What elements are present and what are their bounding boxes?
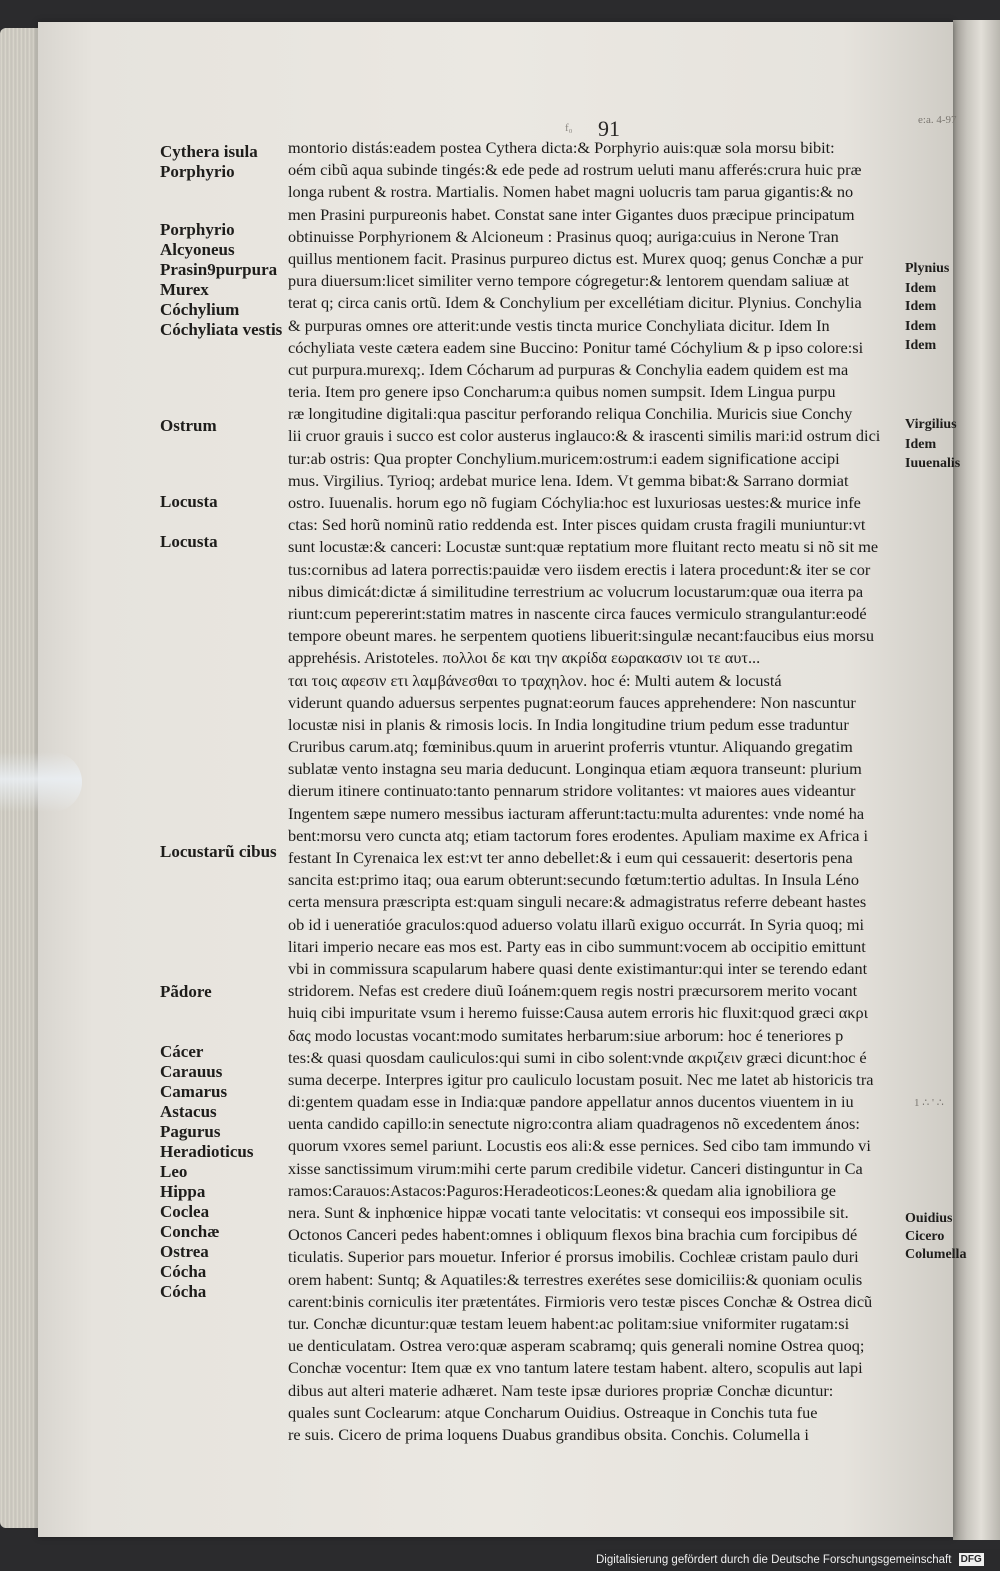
margin-note: Coclea bbox=[160, 1202, 210, 1221]
text-line: litari imperio necare eas mos est. Party eas in cibo summunt:vocem ab occipitio emittunt bbox=[288, 936, 866, 956]
text-line: Conchæ vocentur: Item quæ ex vno tantum latere testam habent. altero, scopulis aut lapi bbox=[288, 1358, 863, 1378]
text-line: stridorem. Nefas est credere diuũ Ioánem:quem regis nostri præcursorem merito vocant bbox=[288, 981, 858, 1001]
text-line: ται τοις αφεσιν ετι λαμβάνεσθαι το τραχηλον. hoc é: Multi autem & locustá bbox=[288, 670, 782, 690]
margin-note: Porphyrio bbox=[160, 162, 235, 181]
text-line: & purpuras omnes ore atterit:unde vestis tincta murice Conchyliata dicitur. Idem In bbox=[288, 315, 830, 335]
margin-note: Virgilius bbox=[905, 417, 957, 432]
text-line: orem habent: Suntq; & Aquatiles:& terrestres exerétes sese domiciliis:& quoniam oculis bbox=[288, 1269, 863, 1289]
text-line: viderunt quando aduersus serpentes pugnat:eorum fauces apprehendere: Non nascuntur bbox=[288, 692, 856, 712]
margin-note: Ostrea bbox=[160, 1242, 209, 1261]
margin-note: Hippa bbox=[160, 1182, 206, 1201]
text-line: quorum vxores semel pariunt. Locustis eos ali:& esse pernices. Sed cibo tam immundo vi bbox=[288, 1136, 871, 1156]
main-text-block bbox=[288, 137, 906, 1468]
margin-note: Idem bbox=[905, 281, 937, 296]
text-line: sublatæ vento instagna seu maria deducunt. Longinqua etiam æquora transeunt: plurium bbox=[288, 759, 862, 779]
text-line bbox=[288, 1446, 906, 1468]
text-line: mus. Virgilius. Tyrioq; ardebat murice lena. Idem. Vt gemma bibat:& Sarrano dormiat bbox=[288, 470, 849, 490]
footer-text: Digitalisierung gefördert durch die Deutsche Forschungsgemeinschaft bbox=[596, 1554, 952, 1566]
text-line: teria. Item pro genere ipso Concharum:a quibus nomen sumpsit. Idem Lingua purpu bbox=[288, 382, 836, 402]
text-line: longa rubent & rostra. Martialis. Nomen habet magni uolucris tam parua gigantis:& no bbox=[288, 182, 854, 202]
text-line: oém cibũ aqua subinde tingés:& ede pede ad rostrum ueluti manu afferés:crura huic præ bbox=[288, 160, 862, 180]
text-line: riunt:cum pepererint:statim matres in nascente circa fauces vermiculo strangulantur:eodé bbox=[288, 603, 867, 623]
margin-note: Idem bbox=[905, 299, 937, 314]
margin-note: Cythera isula bbox=[160, 142, 258, 161]
margin-note: Idem bbox=[905, 338, 937, 353]
folio-number: 91 bbox=[598, 116, 620, 141]
text-line: tempore obeunt mares. he serpentem quotiens libuerit:singulæ necant:faucibus eius morsu bbox=[288, 626, 874, 646]
text-line: quillus mentionem facit. Prasinus purpureo dictus est. Murex quoq; genus Conchæ a pur bbox=[288, 248, 864, 268]
text-line: certa mensura præscripta est:quam singuli necare:& admagistratus referre debeant hastes bbox=[288, 892, 867, 912]
margin-note: Ouidius bbox=[905, 1211, 953, 1226]
margin-note: Camarus bbox=[160, 1082, 228, 1101]
text-line: sancita est:primo itaq; oua earum obterunt:secundo fœtum:tertio adultas. In Insula Léno bbox=[288, 870, 860, 890]
margin-note: Cócha bbox=[160, 1282, 207, 1301]
text-line: pura diuersum:licet similiter verno tempore cógregetur:& lentorem quendam saliuæ at bbox=[288, 271, 850, 291]
text-line: uenta candido capillo:in senectute nigro:contra aliam quadragenos nõ excedentem ános: bbox=[288, 1114, 860, 1134]
text-line: ostro. Iuuenalis. horum ego nõ fugiam Cóchylia:hoc est luxuriosas uestes:& murice infe bbox=[288, 493, 861, 512]
text-line: nera. Sunt & inphœnice hippæ vocati tante velocitatis: vt consequi eos impossibile sit. bbox=[288, 1203, 849, 1222]
margin-mark: 1 ∴ ' ∴ bbox=[914, 1097, 944, 1109]
text-line: sunt locustæ:& canceri: Locustæ sunt:quæ reptatium more fluitant recto meatu si nõ sit me bbox=[288, 537, 879, 557]
text-line: carent:binis corniculis iter prætentátes. Firmioris vero testæ pisces Conchæ & Ostrea dicũ bbox=[288, 1291, 873, 1311]
text-line: tur. Conchæ dicuntur:quæ testam leuem habent:ac politam:siue vniformiter rugatam:si bbox=[288, 1313, 850, 1333]
text-line: huiq cibi impuritate vsum i heremo fuisse:Causa autem erroris hic fluxit:quod græci ακρι bbox=[288, 1003, 868, 1023]
margin-note: Cóchyliata vestis bbox=[160, 320, 283, 339]
text-line: bent:morsu vero cuncta atq; etiam tactorum fores erodentes. Apuliam maxime ex Africa i bbox=[288, 825, 869, 845]
text-line: tes:& quasi quosdam cauliculos:qui sumi in cibo solent:vnde ακριζειν græci dicunt:hoc é bbox=[288, 1047, 867, 1067]
margin-note: Cóchylium bbox=[160, 300, 240, 319]
margin-note: Locustarũ cibus bbox=[160, 842, 277, 861]
margin-note: Cócha bbox=[160, 1262, 207, 1281]
text-line: festant In Cyrenaica lex est:vt ter anno debellet:& i eum qui cessauerit: desertoris pena bbox=[288, 848, 853, 867]
text-line: δας modo locustas vocant:modo sumitates herbarum:siue arborum: hoc é teneriores p bbox=[288, 1025, 844, 1045]
text-line: di:gentem quadam esse in India:quæ pandore appellatur annos ducentos viuentem in iu bbox=[288, 1092, 854, 1112]
margin-note: Idem bbox=[905, 437, 937, 452]
margin-note: Heradioticus bbox=[160, 1142, 254, 1161]
margin-note: Pãdore bbox=[160, 982, 212, 1001]
margin-note: Astacus bbox=[160, 1102, 217, 1121]
margin-note: Plynius bbox=[905, 261, 950, 276]
text-line: men Prasini purpureonis habet. Constat sane inter Gigantes duos præcipue principatum bbox=[288, 204, 855, 224]
text-line: montorio distás:eadem postea Cythera dicta:& Porphyrio auis:quæ sola morsu bibit: bbox=[288, 138, 835, 157]
text-line: Octonos Canceri pedes habent:omnes i obliquum flexos bina brachia cum forcipibus dé bbox=[288, 1225, 858, 1245]
margin-note: Columella bbox=[905, 1247, 967, 1262]
text-line: quales sunt Coclearum: atque Concharum Ouidius. Ostreaque in Conchis tuta fue bbox=[288, 1402, 818, 1422]
text-line: lii cruor grauis i succo est color austerus inglauco:& & irascenti similis mari:id ostrum dici bbox=[288, 426, 881, 446]
text-line: ue denticulatam. Ostrea vero:quæ asperam scabramq; quis generali nomine Ostrea quoq; bbox=[288, 1336, 865, 1356]
digitization-footer bbox=[596, 1549, 1000, 1571]
margin-note: Locusta bbox=[160, 492, 218, 511]
margin-note: Alcyoneus bbox=[160, 240, 235, 259]
text-line: nibus dimicát:dictæ á similitudine terrestrium ac volucrum locustarum:quæ oua iterra pa bbox=[288, 581, 864, 601]
corner-mark: e:a. 4-97 bbox=[918, 114, 957, 126]
text-line: terat q; circa canis ortũ. Idem & Conchylium per excellétiam dicitur. Plynius. Conchylia bbox=[288, 293, 862, 313]
text-line: ctas: Sed horũ nominũ ratio reddenda est. Inter pisces quidam crusta fragili muniuntur:vt bbox=[288, 515, 866, 535]
margin-note: Idem bbox=[905, 319, 937, 334]
text-line: cóchyliata veste cætera eadem sine Buccino: Ponitur tamé Cóchylium & p ipso colore:si bbox=[288, 337, 864, 357]
text-line: apprehésis. Aristoteles. πολλοι δε και την ακρίδα εωρακασιν ιοι τε αυτ... bbox=[288, 648, 761, 668]
margin-note: Leo bbox=[160, 1162, 188, 1181]
glass-clip bbox=[0, 752, 82, 812]
text-line: dibus aut alteri materie adhæret. Nam teste ipsæ duriores propriæ Conchæ dicuntur: bbox=[288, 1380, 834, 1400]
text-line: vbi in commissura scapularum habere quasi dente existimantur:qui inter se terendo edant bbox=[288, 958, 868, 978]
margin-note: Pagurus bbox=[160, 1122, 221, 1141]
margin-note: Porphyrio bbox=[160, 220, 235, 239]
margin-note: Ostrum bbox=[160, 416, 217, 435]
text-line: tur:ab ostris: Qua propter Conchylium.muricem:ostrum:i eadem significatione accipi bbox=[288, 448, 840, 468]
text-line: ob id i ueneratióe graculos:quod aduerso volatu illarũ exiguo occurrát. In Syria quoq; mi bbox=[288, 914, 865, 934]
text-line: suma decerpe. Interpres igitur pro cauliculo locustam posuit. Nec me latet ab historicis tra bbox=[288, 1069, 874, 1089]
text-line: obtinuisse Porphyrionem & Alcioneum : Prasinus quoq; auriga:cuius in Nerone Tran bbox=[288, 226, 839, 246]
margin-note: Cácer bbox=[160, 1042, 204, 1061]
margin-note: Prasin9purpura bbox=[160, 260, 278, 279]
text-line: tus:cornibus ad latera porrectis:pauidæ vero iisdem erectis i latera procedunt:& iter se cor bbox=[288, 559, 871, 579]
text-line: ticulatis. Superior pars mouetur. Inferior é prorsus imobilis. Cochleæ cristam paulo duri bbox=[288, 1247, 859, 1267]
text-line: cut purpura.murexq;. Idem Cócharum ad purpuras & Conchylia eadem quidem est ma bbox=[288, 359, 849, 379]
facing-page-edge bbox=[953, 20, 1000, 1540]
text-line: ramos:Carauos:Astacos:Paguros:Heradeoticos:Leones:& quedam alia ignobiliora ge bbox=[288, 1180, 836, 1200]
margin-note: Murex bbox=[160, 280, 209, 299]
text-line: xisse sanctissimum virum:mihi certe parum credibile videtur. Canceri distinguntur in Ca bbox=[288, 1158, 863, 1178]
text-line: ræ longitudine digitali:qua pascitur perforando reliqua Conchilia. Muricis siue Conchy bbox=[288, 404, 853, 424]
margin-note: Locusta bbox=[160, 532, 218, 551]
folio-smudge: f₀ bbox=[565, 122, 573, 134]
margin-note: Cicero bbox=[905, 1229, 945, 1244]
text-line: Cruribus carum.atq; fœminibus.quum in aruerint proferris vtuntur. Aliquando gregatim bbox=[288, 737, 853, 757]
dfg-logo: DFG bbox=[960, 1554, 982, 1566]
text-line: Ingentem sæpe numero messibus iacturam afferunt:tactu:multa adurentes: vnde nomé ha bbox=[288, 803, 865, 823]
text-line: locustæ nisi in planis & rimosis locis. In India longitudine trium pedum esse traduntur bbox=[288, 714, 849, 734]
text-line: re suis. Cicero de prima loquens Duabus grandibus obsita. Conchis. Columella i bbox=[288, 1424, 809, 1444]
margin-note: Carauus bbox=[160, 1062, 223, 1081]
margin-note: Iuuenalis bbox=[905, 456, 961, 471]
text-line: dierum itinere continuato:tanto pennarum stridore volitantes: vt maiores aues videantur bbox=[288, 781, 856, 801]
margin-note: Conchæ bbox=[160, 1222, 220, 1241]
